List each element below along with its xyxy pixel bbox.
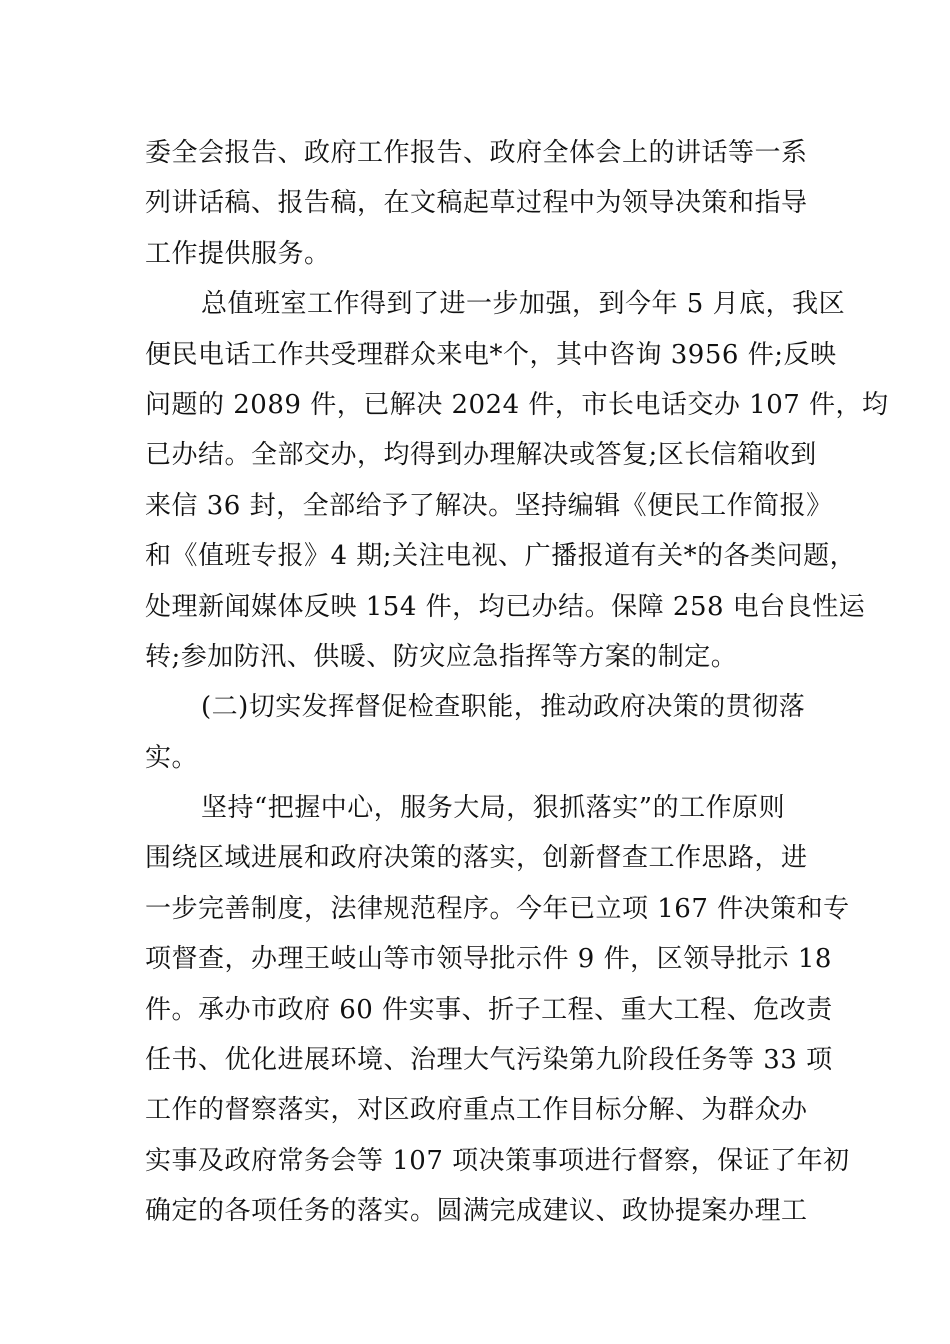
- text-line: 一步完善制度，法律规范程序。今年已立项 167 件决策和专: [145, 893, 850, 924]
- text-line: 实事及政府常务会等 107 项决策事项进行督察，保证了年初: [145, 1145, 850, 1176]
- text-line: 已办结。全部交办，均得到办理解决或答复;区长信箱收到: [145, 440, 817, 471]
- text-line: 便民电话工作共受理群众来电*个，其中咨询 3956 件;反映: [145, 339, 837, 370]
- text-line: 问题的 2089 件，已解决 2024 件，市长电话交办 107 件，均: [145, 389, 889, 420]
- section-heading: 实。: [145, 742, 199, 773]
- text-line: 列讲话稿、报告稿，在文稿起草过程中为领导决策和指导: [145, 188, 808, 219]
- text-line: 围绕区域进展和政府决策的落实，创新督查工作思路，进: [145, 843, 808, 874]
- text-line: 处理新闻媒体反映 154 件，均已办结。保障 258 电台良性运: [145, 591, 866, 622]
- text-line: 确定的各项任务的落实。圆满完成建议、政协提案办理工: [145, 1196, 808, 1227]
- text-line: 转;参加防汛、供暖、防灾应急指挥等方案的制定。: [145, 641, 738, 672]
- text-line: 和《值班专报》4 期;关注电视、广播报道有关*的各类问题，: [145, 541, 857, 572]
- text-line: 坚持“把握中心，服务大局，狠抓落实”的工作原则: [201, 793, 786, 824]
- text-line: 项督查，办理王岐山等市领导批示件 9 件，区领导批示 18: [145, 944, 832, 975]
- section-heading: (二)切实发挥督促检查职能，推动政府决策的贯彻落: [201, 692, 806, 723]
- body-text: [145, 128, 889, 1237]
- text-line: 任书、优化进展环境、治理大气污染第九阶段任务等 33 项: [145, 1045, 833, 1076]
- text-line: 件。承办市政府 60 件实事、折子工程、重大工程、危改责: [145, 994, 833, 1025]
- text-line: 总值班室工作得到了进一步加强，到今年 5 月底，我区: [201, 289, 846, 320]
- text-line: 委全会报告、政府工作报告、政府全体会上的讲话等一系: [145, 138, 808, 168]
- text-line: 工作提供服务。: [145, 238, 331, 269]
- text-line: 工作的督察落实，对区政府重点工作目标分解、为群众办: [145, 1095, 808, 1126]
- text-line: 来信 36 封，全部给予了解决。坚持编辑《便民工作简报》: [145, 490, 833, 521]
